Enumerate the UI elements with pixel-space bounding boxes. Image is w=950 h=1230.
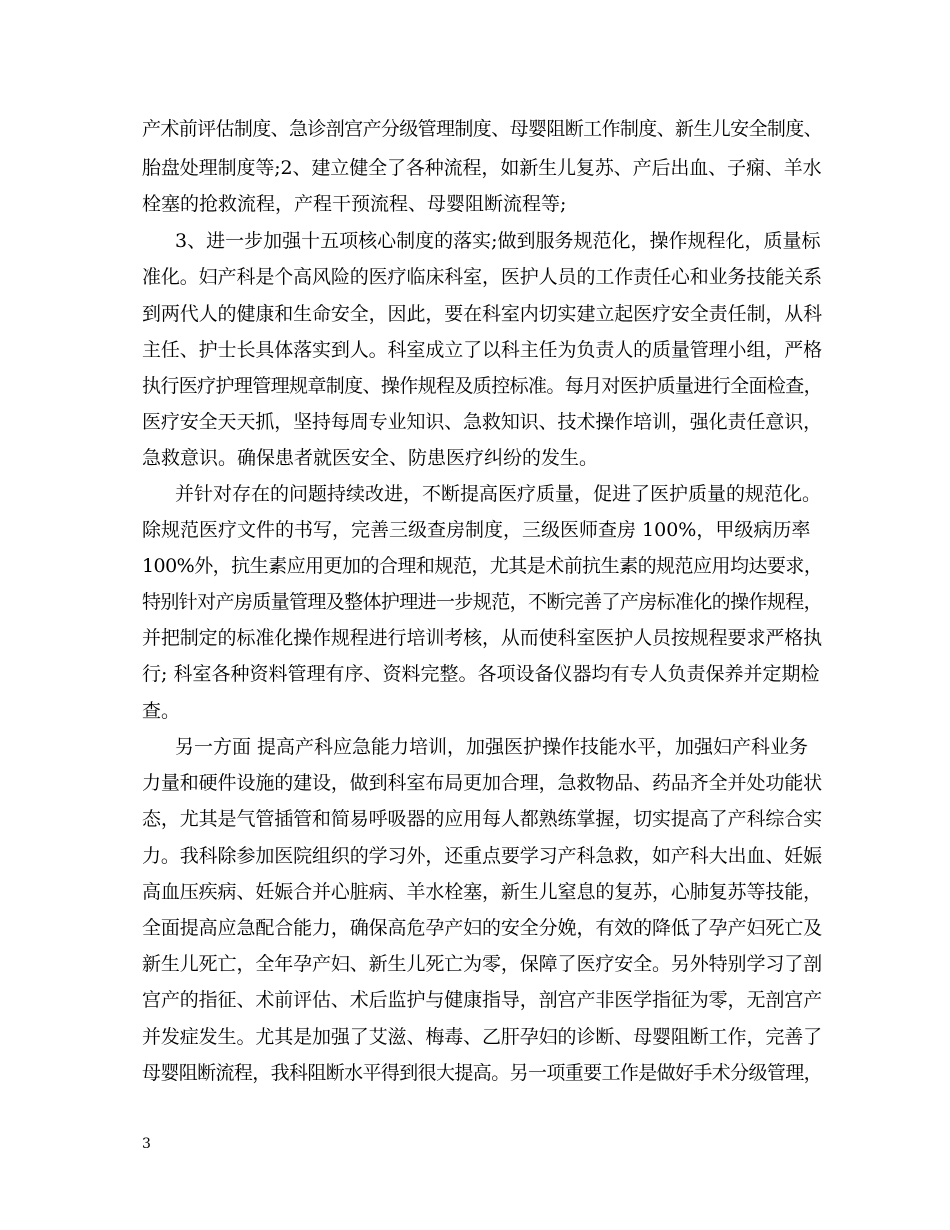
text-line: 并针对存在的问题持续改进，不断提高医疗质量，促进了医护质量的规范化。 [175, 483, 822, 505]
text-line: 准化。妇产科是个高风险的医疗临床科室，医护人员的工作责任心和业务技能关系 [142, 266, 823, 288]
text-line: 查。 [142, 700, 181, 722]
text-line: 医疗安全天天抓，坚持每周专业知识、急救知识、技术操作培训，强化责任意识， [142, 411, 823, 433]
text-line: 3、进一步加强十五项核心制度的落实;做到服务规范化，操作规程化，质量标 [175, 230, 821, 252]
text-line: 100%外，抗生素应用更加的合理和规范，尤其是术前抗生素的规范应用均达要求， [142, 555, 823, 577]
text-line: 到两代人的健康和生命安全，因此，要在科室内切实建立起医疗安全责任制，从科 [142, 303, 823, 325]
text-line: 产术前评估制度、急诊剖宫产分级管理制度、母婴阻断工作制度、新生儿安全制度、 [142, 118, 823, 140]
text-line: 执行医疗护理管理规章制度、操作规程及质控标准。每月对医护质量进行全面检查， [142, 375, 823, 397]
text-line: 力量和硬件设施的建设，做到科室布局更加合理，急救物品、药品齐全并处功能状 [142, 772, 823, 794]
text-line: 新生儿死亡，全年孕产妇、新生儿死亡为零，保障了医疗安全。另外特别学习了剖 [142, 953, 823, 975]
text-line: 除规范医疗文件的书写，完善三级查房制度，三级医师查房 100%，甲级病历率 [142, 519, 811, 541]
page-number: 3 [142, 1136, 151, 1152]
text-line: 并把制定的标准化操作规程进行培训考核，从而使科室医护人员按规程要求严格执 [142, 627, 823, 649]
text-line: 主任、护士长具体落实到人。科室成立了以科主任为负责人的质量管理小组，严格 [142, 339, 823, 361]
text-line: 力。我科除参加医院组织的学习外，还重点要学习产科急救，如产科大出血、妊娠 [142, 845, 823, 867]
text-line: 行; 科室各种资料管理有序、资料完整。各项设备仪器均有专人负责保养并定期检 [142, 663, 820, 685]
text-line: 特别针对产房质量管理及整体护理进一步规范，不断完善了产房标准化的操作规程， [142, 591, 823, 613]
text-line: 高血压疾病、妊娠合并心脏病、羊水栓塞，新生儿窒息的复苏，心肺复苏等技能， [142, 881, 823, 903]
text-line: 全面提高应急配合能力，确保高危孕产妇的安全分娩，有效的降低了孕产妇死亡及 [142, 917, 823, 939]
text-line: 急救意识。确保患者就医安全、防患医疗纠纷的发生。 [142, 447, 599, 469]
text-line: 母婴阻断流程，我科阻断水平得到很大提高。另一项重要工作是做好手术分级管理， [142, 1062, 823, 1084]
text-line: 另一方面 提高产科应急能力培训，加强医护操作技能水平，加强妇产科业务 [175, 736, 809, 758]
text-line: 宫产的指征、术前评估、术后监护与健康指导，剖宫产非医学指征为零，无剖宫产 [142, 989, 823, 1011]
text-line: 态，尤其是气管插管和简易呼吸器的应用每人都熟练掌握，切实提高了产科综合实 [142, 808, 823, 830]
text-line: 栓塞的抢救流程，产程干预流程、母婴阻断流程等; [142, 193, 567, 215]
text-line: 并发症发生。尤其是加强了艾滋、梅毒、乙肝孕妇的诊断、母婴阻断工作，完善了 [142, 1026, 823, 1048]
text-line: 胎盘处理制度等;2、建立健全了各种流程，如新生儿复苏、产后出血、子痫、羊水 [142, 157, 822, 179]
